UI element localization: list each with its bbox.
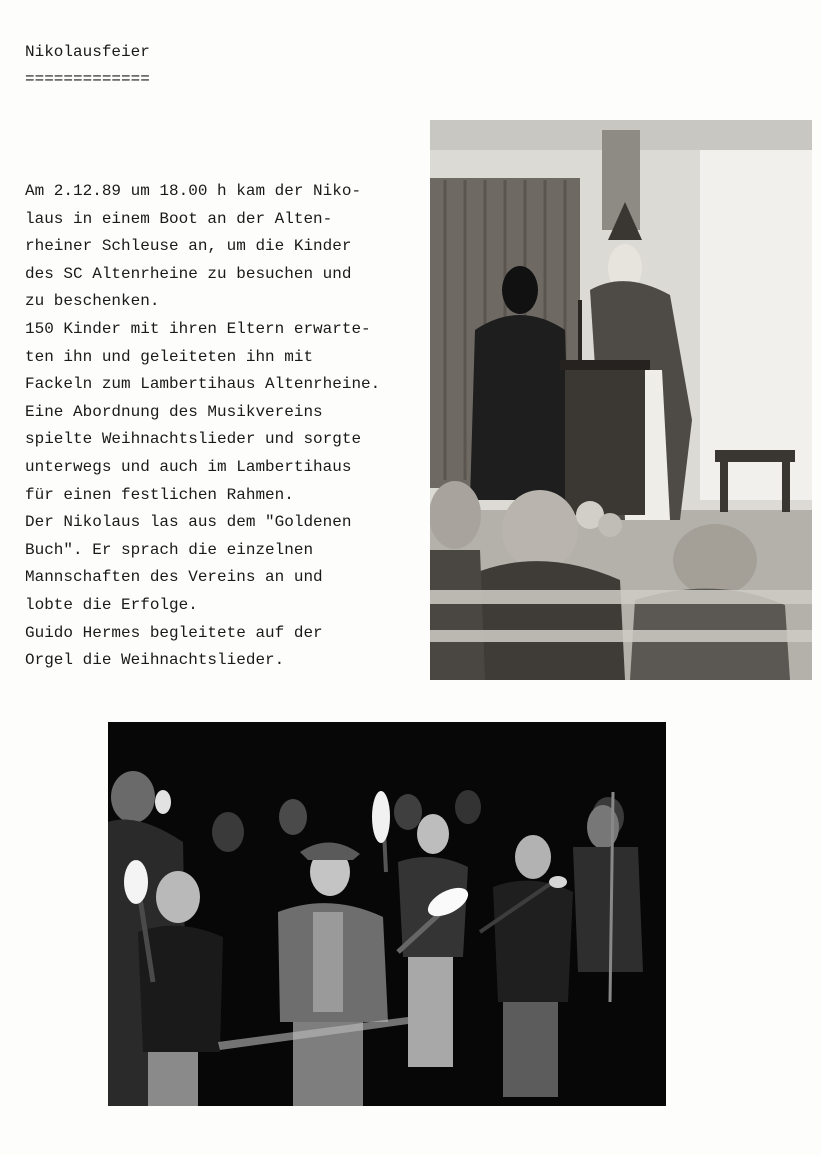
photo-torch-procession xyxy=(108,722,666,1106)
photo-nikolaus-icon xyxy=(430,120,812,680)
text-line: Buch". Er sprach die einzelnen xyxy=(25,540,314,559)
text-line: Guido Hermes begleitete auf der xyxy=(25,623,323,642)
text-line: zu beschenken. xyxy=(25,292,160,311)
text-line: spielte Weihnachtslieder und sorgte xyxy=(25,430,362,449)
text-line: laus in einem Boot an der Alten- xyxy=(25,209,333,228)
text-line: des SC Altenrheine zu besuchen und xyxy=(25,264,352,283)
text-line: ten ihn und geleiteten ihn mit xyxy=(25,347,314,366)
title-underline: ============= xyxy=(25,70,150,88)
text-line: rheiner Schleuse an, um die Kinder xyxy=(25,237,352,256)
text-line: Mannschaften des Vereins an und xyxy=(25,568,323,587)
text-line: Orgel die Weihnachtslieder. xyxy=(25,651,285,670)
text-line: für einen festlichen Rahmen. xyxy=(25,485,294,504)
text-line: Der Nikolaus las aus dem "Goldenen xyxy=(25,513,352,532)
text-line: unterwegs und auch im Lambertihaus xyxy=(25,457,352,476)
text-line: 150 Kinder mit ihren Eltern erwarte- xyxy=(25,319,371,338)
text-line: Fackeln zum Lambertihaus Altenrheine. xyxy=(25,375,381,394)
photo-torch-procession-icon xyxy=(108,722,666,1106)
page-title: Nikolausfeier xyxy=(25,43,150,61)
text-line: Am 2.12.89 um 18.00 h kam der Niko- xyxy=(25,182,362,200)
text-line: lobte die Erfolge. xyxy=(25,595,198,614)
text-line: Eine Abordnung des Musikvereins xyxy=(25,402,323,421)
article-text xyxy=(25,178,435,675)
photo-nikolaus xyxy=(430,120,812,680)
